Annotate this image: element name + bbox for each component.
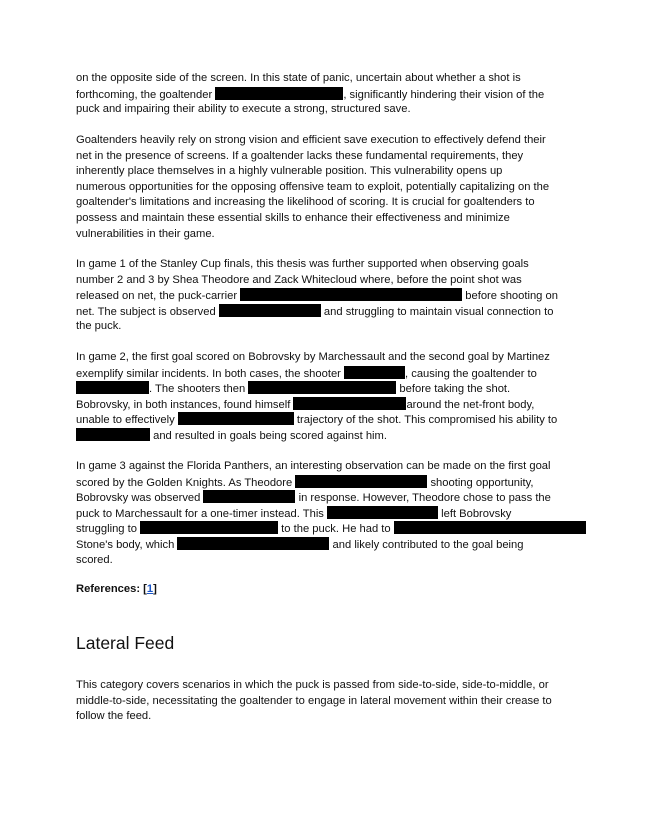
text-segment: to the puck. He had to (278, 523, 394, 536)
text-line (76, 350, 576, 366)
text-segment: number 2 and 3 by Shea Theodore and Zack Whitecloud where, before the point shot was (76, 273, 522, 286)
text-line (76, 273, 576, 289)
text-segment: Goaltenders heavily rely on strong vision and efficient save execution to effectively defend their (76, 134, 546, 146)
text-segment: net in the presence of screens. If a goaltender lacks these fundamental requirements, they (76, 149, 524, 162)
text-segment: shooting opportunity, (427, 476, 534, 489)
text-line (76, 133, 576, 149)
text-line (76, 521, 576, 537)
text-segment: middle-to-side, necessitating the goaltender to engage in lateral movement within their crease to (76, 694, 552, 707)
text-segment: In game 2, the first goal scored on Bobrovsky by Marchessault and the second goal by Martinez (76, 351, 550, 363)
text-line (76, 149, 576, 165)
text-segment: scored. (76, 553, 113, 566)
text-segment: before taking the shot. (396, 383, 511, 396)
text-segment: , significantly hindering their vision of the (343, 88, 545, 101)
references-close-bracket: ] (153, 583, 157, 595)
text-segment: and struggling to maintain visual connection to (320, 305, 554, 318)
text-segment: the puck. (76, 320, 122, 333)
paragraph-screen-panic (76, 71, 576, 118)
text-line (76, 227, 576, 243)
text-line (76, 553, 576, 569)
text-line (76, 709, 576, 725)
text-segment: unable to effectively (76, 414, 178, 427)
references-open-bracket: [ (143, 583, 147, 595)
redaction-bar (394, 521, 586, 534)
text-segment: vulnerabilities in their game. (76, 227, 215, 240)
redaction-bar (215, 87, 343, 100)
text-segment: This category covers scenarios in which the puck is passed from side-to-side, side-to-middle, or (76, 679, 549, 691)
text-line (76, 490, 576, 506)
paragraph-goaltender-vision (76, 133, 576, 242)
text-segment: In game 3 against the Florida Panthers, an interesting observation can be made on the first goal (76, 460, 551, 472)
text-segment: follow the feed. (76, 710, 152, 723)
text-segment: Stone's body, which (76, 538, 178, 551)
references-line (76, 582, 157, 598)
text-line (76, 459, 576, 475)
text-segment: on the opposite side of the screen. In this state of panic, uncertain about whether a shot is (76, 72, 521, 84)
text-segment: net. The subject is observed (76, 305, 219, 318)
redaction-bar (327, 506, 438, 519)
text-line (76, 211, 576, 227)
redaction-bar (293, 397, 406, 410)
redaction-bar (248, 381, 396, 394)
text-line (76, 102, 576, 118)
text-line (76, 319, 576, 335)
text-segment: . The shooters then (149, 383, 249, 396)
redaction-bar (76, 428, 150, 441)
text-line (76, 412, 576, 428)
redaction-bar (177, 537, 329, 550)
text-segment: possess and maintain these essential skills to enhance their effectiveness and minimize (76, 211, 510, 224)
text-line (76, 288, 576, 304)
paragraph-game-3 (76, 459, 576, 568)
text-segment: exemplify similar incidents. In both cases, the shooter (76, 367, 345, 380)
text-segment: in response. However, Theodore chose to pass the (295, 492, 551, 505)
text-segment: , causing the goaltender to (405, 367, 537, 380)
text-line (76, 164, 576, 180)
text-segment: Bobrovsky, in both instances, found himself (76, 398, 294, 411)
redaction-bar (178, 412, 294, 425)
text-line (76, 475, 576, 491)
text-line (76, 428, 576, 444)
redaction-bar (344, 366, 405, 379)
text-segment: before shooting on (462, 290, 558, 303)
redaction-bar (76, 381, 149, 394)
text-segment: and likely contributed to the goal being (329, 538, 524, 551)
redaction-bar (203, 490, 295, 503)
text-line (76, 381, 576, 397)
reference-link-1[interactable]: 1 (146, 583, 154, 595)
text-segment: Bobrovsky was observed (76, 492, 204, 505)
paragraph-game-1 (76, 257, 576, 335)
text-segment: In game 1 of the Stanley Cup finals, this thesis was further supported when observing goals (76, 258, 529, 270)
text-line (76, 397, 576, 413)
text-segment: trajectory of the shot. This compromised his ability to (293, 414, 558, 427)
section-heading: Lateral Feed (76, 633, 175, 653)
text-line (76, 71, 576, 87)
redaction-bar (140, 521, 278, 534)
text-line (76, 180, 576, 196)
text-segment: inherently place themselves in a highly vulnerable position. This vulnerability opens up (76, 165, 503, 178)
text-segment: struggling to (76, 523, 141, 536)
text-segment: puck to Marchessault for a one-timer instead. This (76, 507, 328, 520)
redaction-bar (295, 475, 427, 488)
text-segment: and resulted in goals being scored against him. (150, 429, 387, 442)
text-line (76, 506, 576, 522)
text-line (76, 537, 576, 553)
text-line (76, 87, 576, 103)
text-line (76, 366, 576, 382)
references-label: References: (76, 583, 144, 595)
text-line (76, 694, 576, 710)
redaction-bar (219, 304, 321, 317)
text-segment: goaltender's limitations and increasing the likelihood of scoring. It is crucial for goaltenders to (76, 196, 535, 209)
text-line (76, 257, 576, 273)
text-segment: left Bobrovsky (438, 507, 512, 520)
text-line (76, 195, 576, 211)
text-segment: puck and impairing their ability to execute a strong, structured save. (76, 103, 411, 116)
text-segment: scored by the Golden Knights. As Theodore (76, 476, 296, 489)
paragraph-game-2 (76, 350, 576, 444)
text-line (76, 678, 576, 694)
paragraph-lateral-feed (76, 678, 576, 725)
text-segment: forthcoming, the goaltender (76, 88, 216, 101)
text-line (76, 304, 576, 320)
text-segment: released on net, the puck-carrier (76, 290, 241, 303)
redaction-bar (240, 288, 462, 301)
text-segment: numerous opportunities for the opposing offensive team to exploit, potentially capitalizing on the (76, 180, 550, 193)
text-segment: around the net-front body, (406, 398, 535, 411)
